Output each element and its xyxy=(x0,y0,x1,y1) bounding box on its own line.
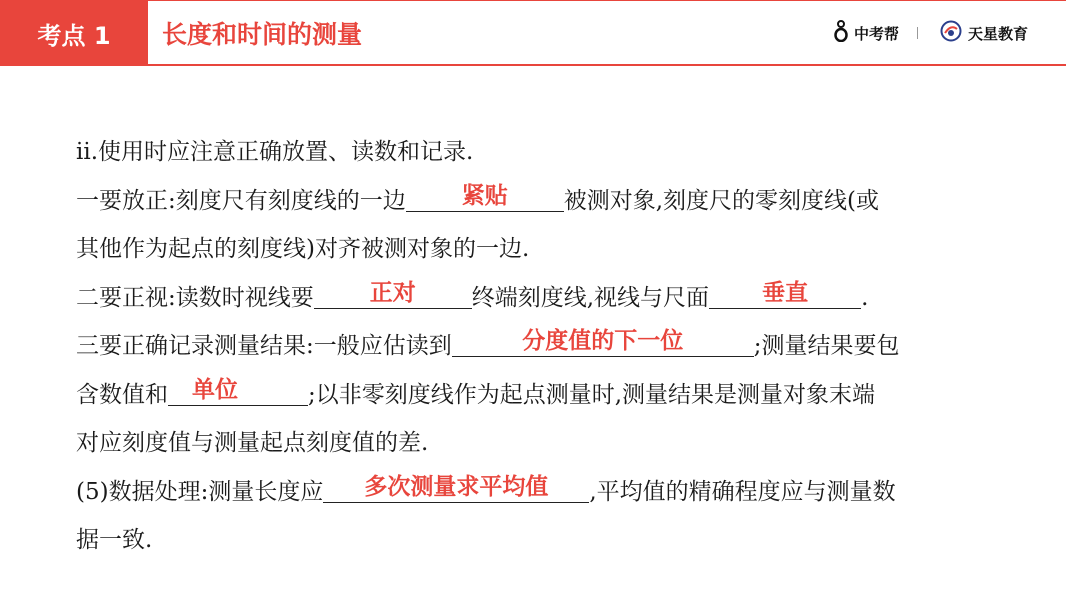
page-title: 长度和时间的测量 xyxy=(162,20,363,49)
globe-logo-icon xyxy=(940,20,962,46)
answer-blank-3 xyxy=(709,280,861,309)
brand-name-1: 中考帮 xyxy=(854,24,900,43)
topic-badge: 考点 1 xyxy=(0,0,148,66)
text-line-7 xyxy=(76,419,1006,468)
brand-tianxing xyxy=(940,18,1028,48)
answer-text: 正对 xyxy=(369,279,416,306)
brand-name-2: 天星教育 xyxy=(968,24,1029,43)
brand-separator xyxy=(917,27,918,39)
text: 二要正视:读数时视线要 xyxy=(76,284,314,311)
text: (5)数据处理:测量长度应 xyxy=(76,478,324,505)
text-line-5 xyxy=(76,322,1006,371)
brand-zhongkaobang xyxy=(834,18,899,48)
bulb-logo-icon xyxy=(834,20,848,46)
text: ⅱ.使用时应注意正确放置、读数和记录. xyxy=(76,139,474,165)
answer-blank-1 xyxy=(406,183,564,212)
answer-blank-4 xyxy=(452,328,754,357)
text: ;测量结果要包 xyxy=(753,333,900,359)
text: ;以非零刻度线作为起点测量时,测量结果是测量对象末端 xyxy=(308,381,876,408)
text: ,平均值的精确程度应与测量数 xyxy=(589,478,896,505)
text-line-1 xyxy=(76,128,1006,177)
text: 含数值和 xyxy=(76,381,168,408)
text: 对应刻度值与测量起点刻度值的差. xyxy=(76,430,429,456)
text-line-6 xyxy=(76,371,1006,420)
text-line-2 xyxy=(76,177,1006,226)
text-line-9 xyxy=(76,516,1006,565)
answer-text: 分度值的下一位 xyxy=(522,328,684,354)
content-body xyxy=(76,128,1006,565)
text: . xyxy=(861,284,869,311)
header xyxy=(0,0,1066,66)
text: 终端刻度线,视线与尺面 xyxy=(471,284,710,311)
answer-text: 紧贴 xyxy=(461,182,508,209)
answer-text: 垂直 xyxy=(762,279,809,306)
text-line-8 xyxy=(76,468,1006,517)
answer-blank-2 xyxy=(314,280,472,309)
answer-text: 单位 xyxy=(192,376,238,403)
answer-blank-6 xyxy=(323,474,589,503)
answer-blank-5 xyxy=(168,377,308,406)
answer-text: 多次测量求平均值 xyxy=(364,473,549,500)
text: 被测对象,刻度尺的零刻度线(或 xyxy=(563,187,880,214)
text-line-3 xyxy=(76,225,1006,274)
text: 据一致. xyxy=(76,527,153,553)
header-divider xyxy=(148,64,1066,66)
text-line-4 xyxy=(76,274,1006,323)
text: 三要正确记录测量结果:一般应估读到 xyxy=(76,333,452,359)
text: 一要放正:刻度尺有刻度线的一边 xyxy=(76,187,406,214)
text: 其他作为起点的刻度线)对齐被测对象的一边. xyxy=(76,236,530,262)
